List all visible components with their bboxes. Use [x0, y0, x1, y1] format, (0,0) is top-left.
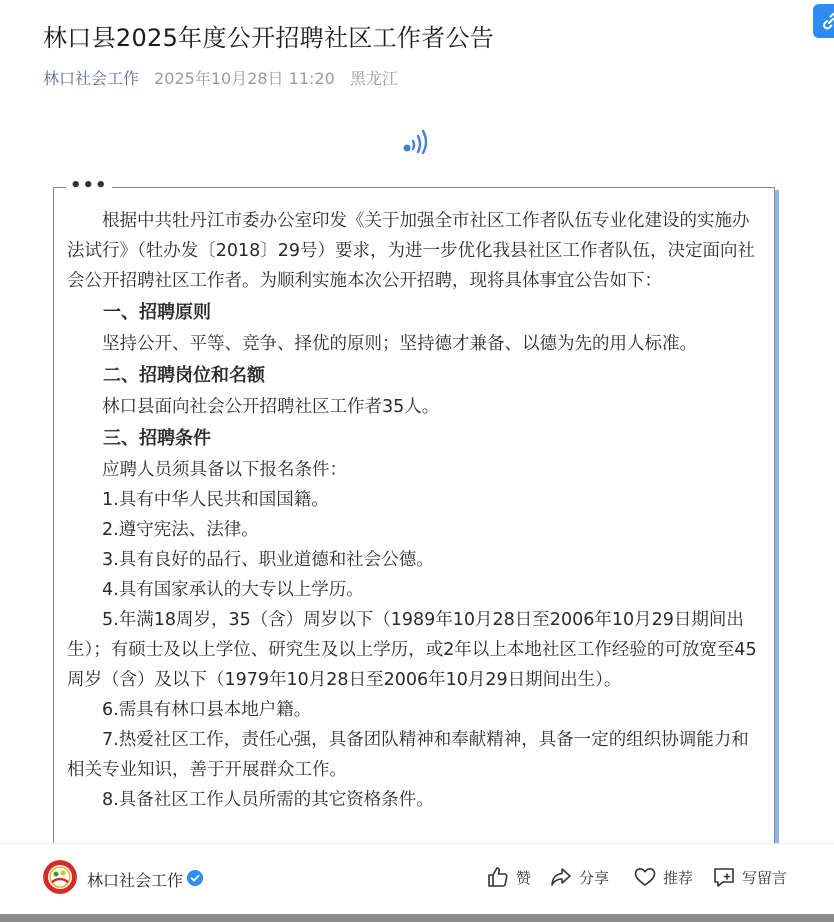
verified-icon — [187, 870, 203, 886]
comment-button[interactable] — [712, 864, 787, 890]
link-button[interactable] — [813, 4, 834, 38]
share-button[interactable] — [549, 864, 609, 890]
publish-time: 2025年10月28日 11:20 — [154, 69, 335, 88]
paragraph: 应聘人员须具备以下报名条件： — [102, 460, 347, 480]
like-label: 赞 — [516, 868, 532, 887]
share-label: 分享 — [579, 868, 610, 887]
paragraph: 坚持公开、平等、竞争、择优的原则；坚持德才兼备、以德为先的用人标准。 — [102, 334, 697, 354]
box-corner-dots: ••• — [66, 178, 112, 194]
publish-location: 黑龙江 — [349, 69, 398, 88]
list-item: 5.年满18周岁，35（含）周岁以下（1989年10月28日至2006年10月29日期间出生）；有硕士及以上学位、研究生及以上学历，或2年以上本地社区工作经验的可放宽至45周岁（含）及以下（1979年10月28日至2006年10月29日期间出生）。 — [67, 610, 757, 690]
bottom-action-bar — [0, 844, 834, 914]
like-button[interactable] — [486, 864, 531, 890]
intro-paragraph: 根据中共牡丹江市委办公室印发《关于加强全市社区工作者队伍专业化建设的实施办法试行》（牡办发〔2018〕29号）要求，为进一步优化我县社区工作者队伍，决定面向社会公开招聘社区工作者。为顺利实施本次公开招聘，现将具体事宜公告如下： — [67, 211, 756, 291]
avatar[interactable] — [43, 860, 77, 894]
thumbs-up-icon — [486, 865, 510, 889]
section-heading: 一、招聘原则 — [103, 302, 211, 323]
list-item: 2.遵守宪法、法律。 — [102, 520, 259, 540]
list-item: 7.热爱社区工作，责任心强，具备团队精神和奉献精神，具备一定的组织协调能力和相关专业知识，善于开展群众工作。 — [67, 730, 749, 780]
list-item: 4.具有国家承认的大专以上学历。 — [102, 580, 364, 600]
section-heading: 三、招聘条件 — [103, 428, 211, 449]
recommend-label: 推荐 — [663, 868, 694, 887]
article-meta — [43, 66, 398, 89]
announcement-box — [53, 187, 775, 847]
avatar-logo — [43, 860, 77, 894]
share-icon — [549, 865, 573, 889]
account-name[interactable]: 林口社会工作 — [87, 871, 184, 890]
audio-wave-icon[interactable] — [400, 128, 434, 154]
paragraph: 林口县面向社会公开招聘社区工作者35人。 — [102, 397, 440, 417]
section-heading: 二、招聘岗位和名额 — [103, 365, 265, 386]
comment-icon — [712, 865, 736, 889]
article-title: 林口县2025年度公开招聘社区工作者公告 — [43, 24, 495, 52]
article-content — [67, 206, 763, 815]
list-item: 1.具有中华人民共和国国籍。 — [102, 490, 329, 510]
list-item: 8.具备社区工作人员所需的其它资格条件。 — [102, 790, 434, 810]
list-item: 3.具有良好的品行、职业道德和社会公德。 — [102, 550, 434, 570]
heart-icon — [633, 865, 657, 889]
list-item: 6.需具有林口县本地户籍。 — [102, 700, 312, 720]
account-link[interactable]: 林口社会工作 — [43, 69, 140, 88]
window-bottom-edge — [0, 914, 834, 922]
link-icon — [821, 11, 834, 31]
recommend-button[interactable] — [633, 864, 693, 890]
comment-label: 写留言 — [742, 868, 788, 887]
